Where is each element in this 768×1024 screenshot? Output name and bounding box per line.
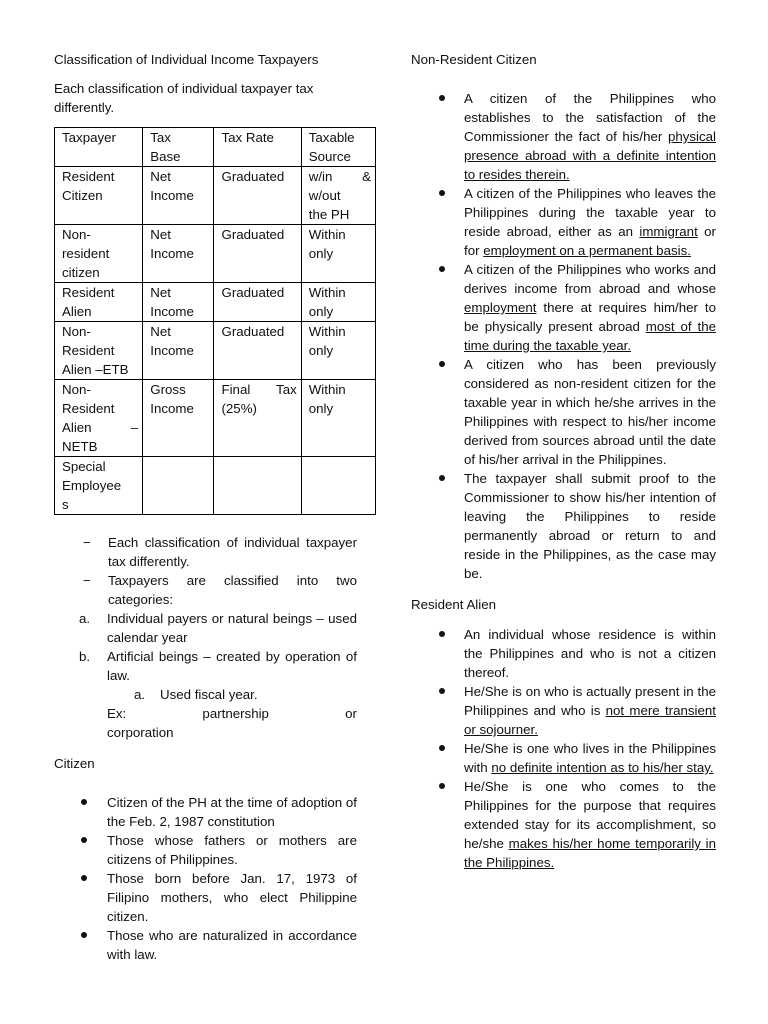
list-item-text: there at requires him/her to be physically present abroad bbox=[464, 300, 716, 334]
cell-line: only bbox=[308, 401, 334, 416]
cell-line: Resident bbox=[62, 343, 115, 358]
list-item: Those born before Jan. 17, 1973 of Filipino mothers, who elect Philippine citizen. bbox=[54, 869, 357, 926]
cell-line: Non- bbox=[62, 382, 91, 397]
list-item bbox=[54, 647, 357, 742]
table-cell bbox=[301, 167, 375, 225]
cell-line: Within bbox=[308, 285, 346, 300]
table-cell bbox=[143, 322, 214, 380]
list-item-text: or for bbox=[464, 224, 716, 258]
cell-line: Source bbox=[308, 149, 351, 164]
list-item-text: Individual payers or natural beings – used calendar year bbox=[107, 611, 357, 645]
cell-line: only bbox=[308, 246, 334, 261]
table-cell bbox=[143, 167, 214, 225]
cell-line: Non- bbox=[62, 324, 91, 339]
underlined-text: physical presence abroad with a definite intention to resides therein. bbox=[464, 129, 716, 182]
example-label: Ex: bbox=[107, 706, 127, 721]
cell-line: Graduated bbox=[221, 285, 285, 300]
left-column bbox=[54, 50, 371, 964]
cell-word: Final bbox=[221, 382, 251, 397]
list-item: A citizen who has been previously considered as non-resident citizen for the taxable year in which he/she arrives in the Philippines with respect to his/her income derived from sources abroad until the date of his/her arrival in the Philippines. bbox=[411, 355, 716, 469]
table-cell bbox=[214, 322, 301, 380]
cell-line: Graduated bbox=[221, 169, 285, 184]
cell-word: & bbox=[362, 169, 371, 184]
table-row bbox=[55, 457, 376, 515]
cell-line: Graduated bbox=[221, 227, 285, 242]
list-item-text: Taxpayers are classified into two categories: bbox=[108, 573, 357, 607]
cell-line: citizen bbox=[62, 265, 100, 280]
resident-alien-list bbox=[411, 625, 716, 872]
list-item: Citizen of the PH at the time of adoption of the Feb. 2, 1987 constitution bbox=[54, 793, 357, 831]
table-header-cell bbox=[55, 128, 143, 167]
table-cell bbox=[214, 380, 301, 457]
cell-line: Income bbox=[150, 188, 194, 203]
underlined-text: employment bbox=[464, 300, 537, 315]
cell-line: Taxpayer bbox=[62, 130, 116, 145]
list-item-text: Used fiscal year. bbox=[160, 687, 258, 702]
cell-line: Alien bbox=[62, 304, 92, 319]
cell-line bbox=[221, 380, 296, 399]
list-item bbox=[411, 184, 716, 260]
table-header-cell bbox=[143, 128, 214, 167]
example-word: partnership bbox=[202, 706, 269, 721]
list-item bbox=[54, 609, 357, 647]
table-cell bbox=[214, 457, 301, 515]
cell-line: the PH bbox=[308, 207, 350, 222]
cell-line: Alien –ETB bbox=[62, 362, 129, 377]
table-cell bbox=[301, 225, 375, 283]
sub-list-item bbox=[107, 685, 357, 704]
cell-line: Within bbox=[308, 324, 346, 339]
cell-line: Within bbox=[308, 227, 346, 242]
list-item-text: He/She is on who is actually present in the Philippines and who is bbox=[464, 684, 716, 718]
cell-line: Special bbox=[62, 459, 106, 474]
list-item bbox=[411, 739, 716, 777]
list-item-text: A citizen of the Philippines who leaves the Philippines during the taxable year to reside abroad, either as an bbox=[464, 186, 716, 239]
taxpayer-classification-table bbox=[54, 127, 376, 515]
table-header-row bbox=[55, 128, 376, 167]
table-cell bbox=[143, 380, 214, 457]
cell-line: Employee bbox=[62, 478, 122, 493]
table-cell bbox=[301, 322, 375, 380]
list-marker: a. bbox=[79, 611, 91, 626]
table-header-cell bbox=[214, 128, 301, 167]
list-item-text: Each classification of individual taxpayer tax differently. bbox=[108, 535, 357, 569]
list-item-text: A citizen of the Philippines who works and derives income from abroad and whose bbox=[464, 262, 716, 296]
right-column bbox=[411, 50, 716, 872]
list-marker: b. bbox=[79, 649, 91, 664]
list-item bbox=[411, 777, 716, 872]
list-item-text: Artificial beings – created by operation of law. bbox=[107, 649, 357, 683]
list-item: The taxpayer shall submit proof to the Commissioner to show his/her intention of leaving the Philippines to reside permanently abroad or return to and reside in the Philippines, as the case may be. bbox=[411, 469, 716, 583]
cell-line: Resident bbox=[62, 401, 115, 416]
cell-line: Graduated bbox=[221, 324, 285, 339]
cell-line: Income bbox=[150, 304, 194, 319]
underlined-text: immigrant bbox=[639, 224, 698, 239]
table-cell bbox=[55, 167, 143, 225]
underlined-text: employment on a permanent basis. bbox=[483, 243, 691, 258]
nonresident-heading: Non-Resident Citizen bbox=[411, 52, 537, 67]
cell-line: s bbox=[62, 497, 69, 512]
dash-marker: − bbox=[83, 573, 91, 588]
citizen-list bbox=[54, 793, 357, 964]
cell-word: – bbox=[130, 420, 139, 435]
list-item-text: He/She is one who lives in the Philippines with bbox=[464, 741, 716, 775]
cell-line: Income bbox=[150, 401, 194, 416]
resident-alien-heading: Resident Alien bbox=[411, 597, 497, 612]
cell-line: (25%) bbox=[221, 401, 257, 416]
list-item bbox=[411, 260, 716, 355]
cell-line: resident bbox=[62, 246, 110, 261]
cell-line: Base bbox=[150, 149, 181, 164]
table-cell bbox=[301, 283, 375, 322]
table-cell bbox=[55, 457, 143, 515]
cell-word: Tax bbox=[276, 382, 297, 397]
cell-line: only bbox=[308, 343, 334, 358]
list-item bbox=[411, 682, 716, 739]
list-item-text: A citizen of the Philippines who establishes to the satisfaction of the Commissioner the fact of his/her bbox=[464, 91, 716, 144]
cell-line: Income bbox=[150, 343, 194, 358]
example-line: corporation bbox=[107, 725, 174, 740]
cell-line bbox=[309, 167, 371, 186]
table-cell bbox=[143, 457, 214, 515]
cell-line: Citizen bbox=[62, 188, 103, 203]
cell-line: Net bbox=[150, 324, 171, 339]
page-title: Classification of Individual Income Taxpayers bbox=[54, 52, 319, 67]
table-cell bbox=[55, 380, 143, 457]
nonresident-list bbox=[411, 89, 716, 583]
list-item: An individual whose residence is within the Philippines and who is not a citizen thereof. bbox=[411, 625, 716, 682]
table-cell bbox=[214, 225, 301, 283]
cell-line: Net bbox=[150, 227, 171, 242]
cell-word: w/in bbox=[308, 169, 333, 184]
table-cell bbox=[214, 283, 301, 322]
table-row bbox=[55, 380, 376, 457]
underlined-text: makes his/her home temporarily in the Philippines. bbox=[464, 836, 716, 870]
table-cell bbox=[301, 457, 375, 515]
table-row bbox=[55, 225, 376, 283]
table-cell bbox=[55, 322, 143, 380]
cell-line: Within bbox=[308, 382, 346, 397]
dash-marker: − bbox=[83, 535, 91, 550]
cell-line: Resident bbox=[62, 169, 115, 184]
table-row bbox=[55, 167, 376, 225]
cell-line: NETB bbox=[62, 439, 98, 454]
list-item bbox=[54, 533, 357, 571]
table-cell bbox=[143, 283, 214, 322]
table-row bbox=[55, 283, 376, 322]
cell-line: Net bbox=[150, 169, 171, 184]
cell-line: Non- bbox=[62, 227, 91, 242]
list-marker: a. bbox=[134, 687, 146, 702]
list-item bbox=[411, 89, 716, 184]
cell-line: only bbox=[308, 304, 334, 319]
table-header-cell bbox=[301, 128, 375, 167]
underlined-text: not mere transient or sojourner. bbox=[464, 703, 716, 737]
cell-line: Net bbox=[150, 285, 171, 300]
notes-list bbox=[54, 533, 357, 609]
table-cell bbox=[55, 283, 143, 322]
cell-word: Alien bbox=[62, 420, 92, 435]
table-cell bbox=[55, 225, 143, 283]
intro-text: Each classification of individual taxpayer tax differently. bbox=[54, 81, 314, 115]
underlined-text: most of the time during the taxable year. bbox=[464, 319, 716, 353]
underlined-text: no definite intention as to his/her stay. bbox=[491, 760, 714, 775]
list-item: Those who are naturalized in accordance with law. bbox=[54, 926, 357, 964]
cell-line: Gross bbox=[150, 382, 186, 397]
list-item bbox=[54, 571, 357, 609]
cell-line: w/out bbox=[308, 188, 341, 203]
citizen-heading: Citizen bbox=[54, 756, 95, 771]
cell-line: Tax Rate bbox=[221, 130, 274, 145]
cell-line: Income bbox=[150, 246, 194, 261]
example-word: or bbox=[345, 706, 357, 721]
table-row bbox=[55, 322, 376, 380]
table-cell bbox=[301, 380, 375, 457]
list-item: Those whose fathers or mothers are citizens of Philippines. bbox=[54, 831, 357, 869]
table-cell bbox=[143, 225, 214, 283]
categories-list bbox=[54, 609, 357, 742]
list-item-text: He/She is one who comes to the Philippines for the purpose that requires extended stay for its accomplishment, so he/she bbox=[464, 779, 716, 851]
table-cell bbox=[214, 167, 301, 225]
example-line bbox=[107, 704, 357, 723]
cell-line: Tax bbox=[150, 130, 171, 145]
cell-line: Taxable bbox=[308, 130, 355, 145]
cell-line: Resident bbox=[62, 285, 115, 300]
cell-line bbox=[62, 418, 138, 437]
